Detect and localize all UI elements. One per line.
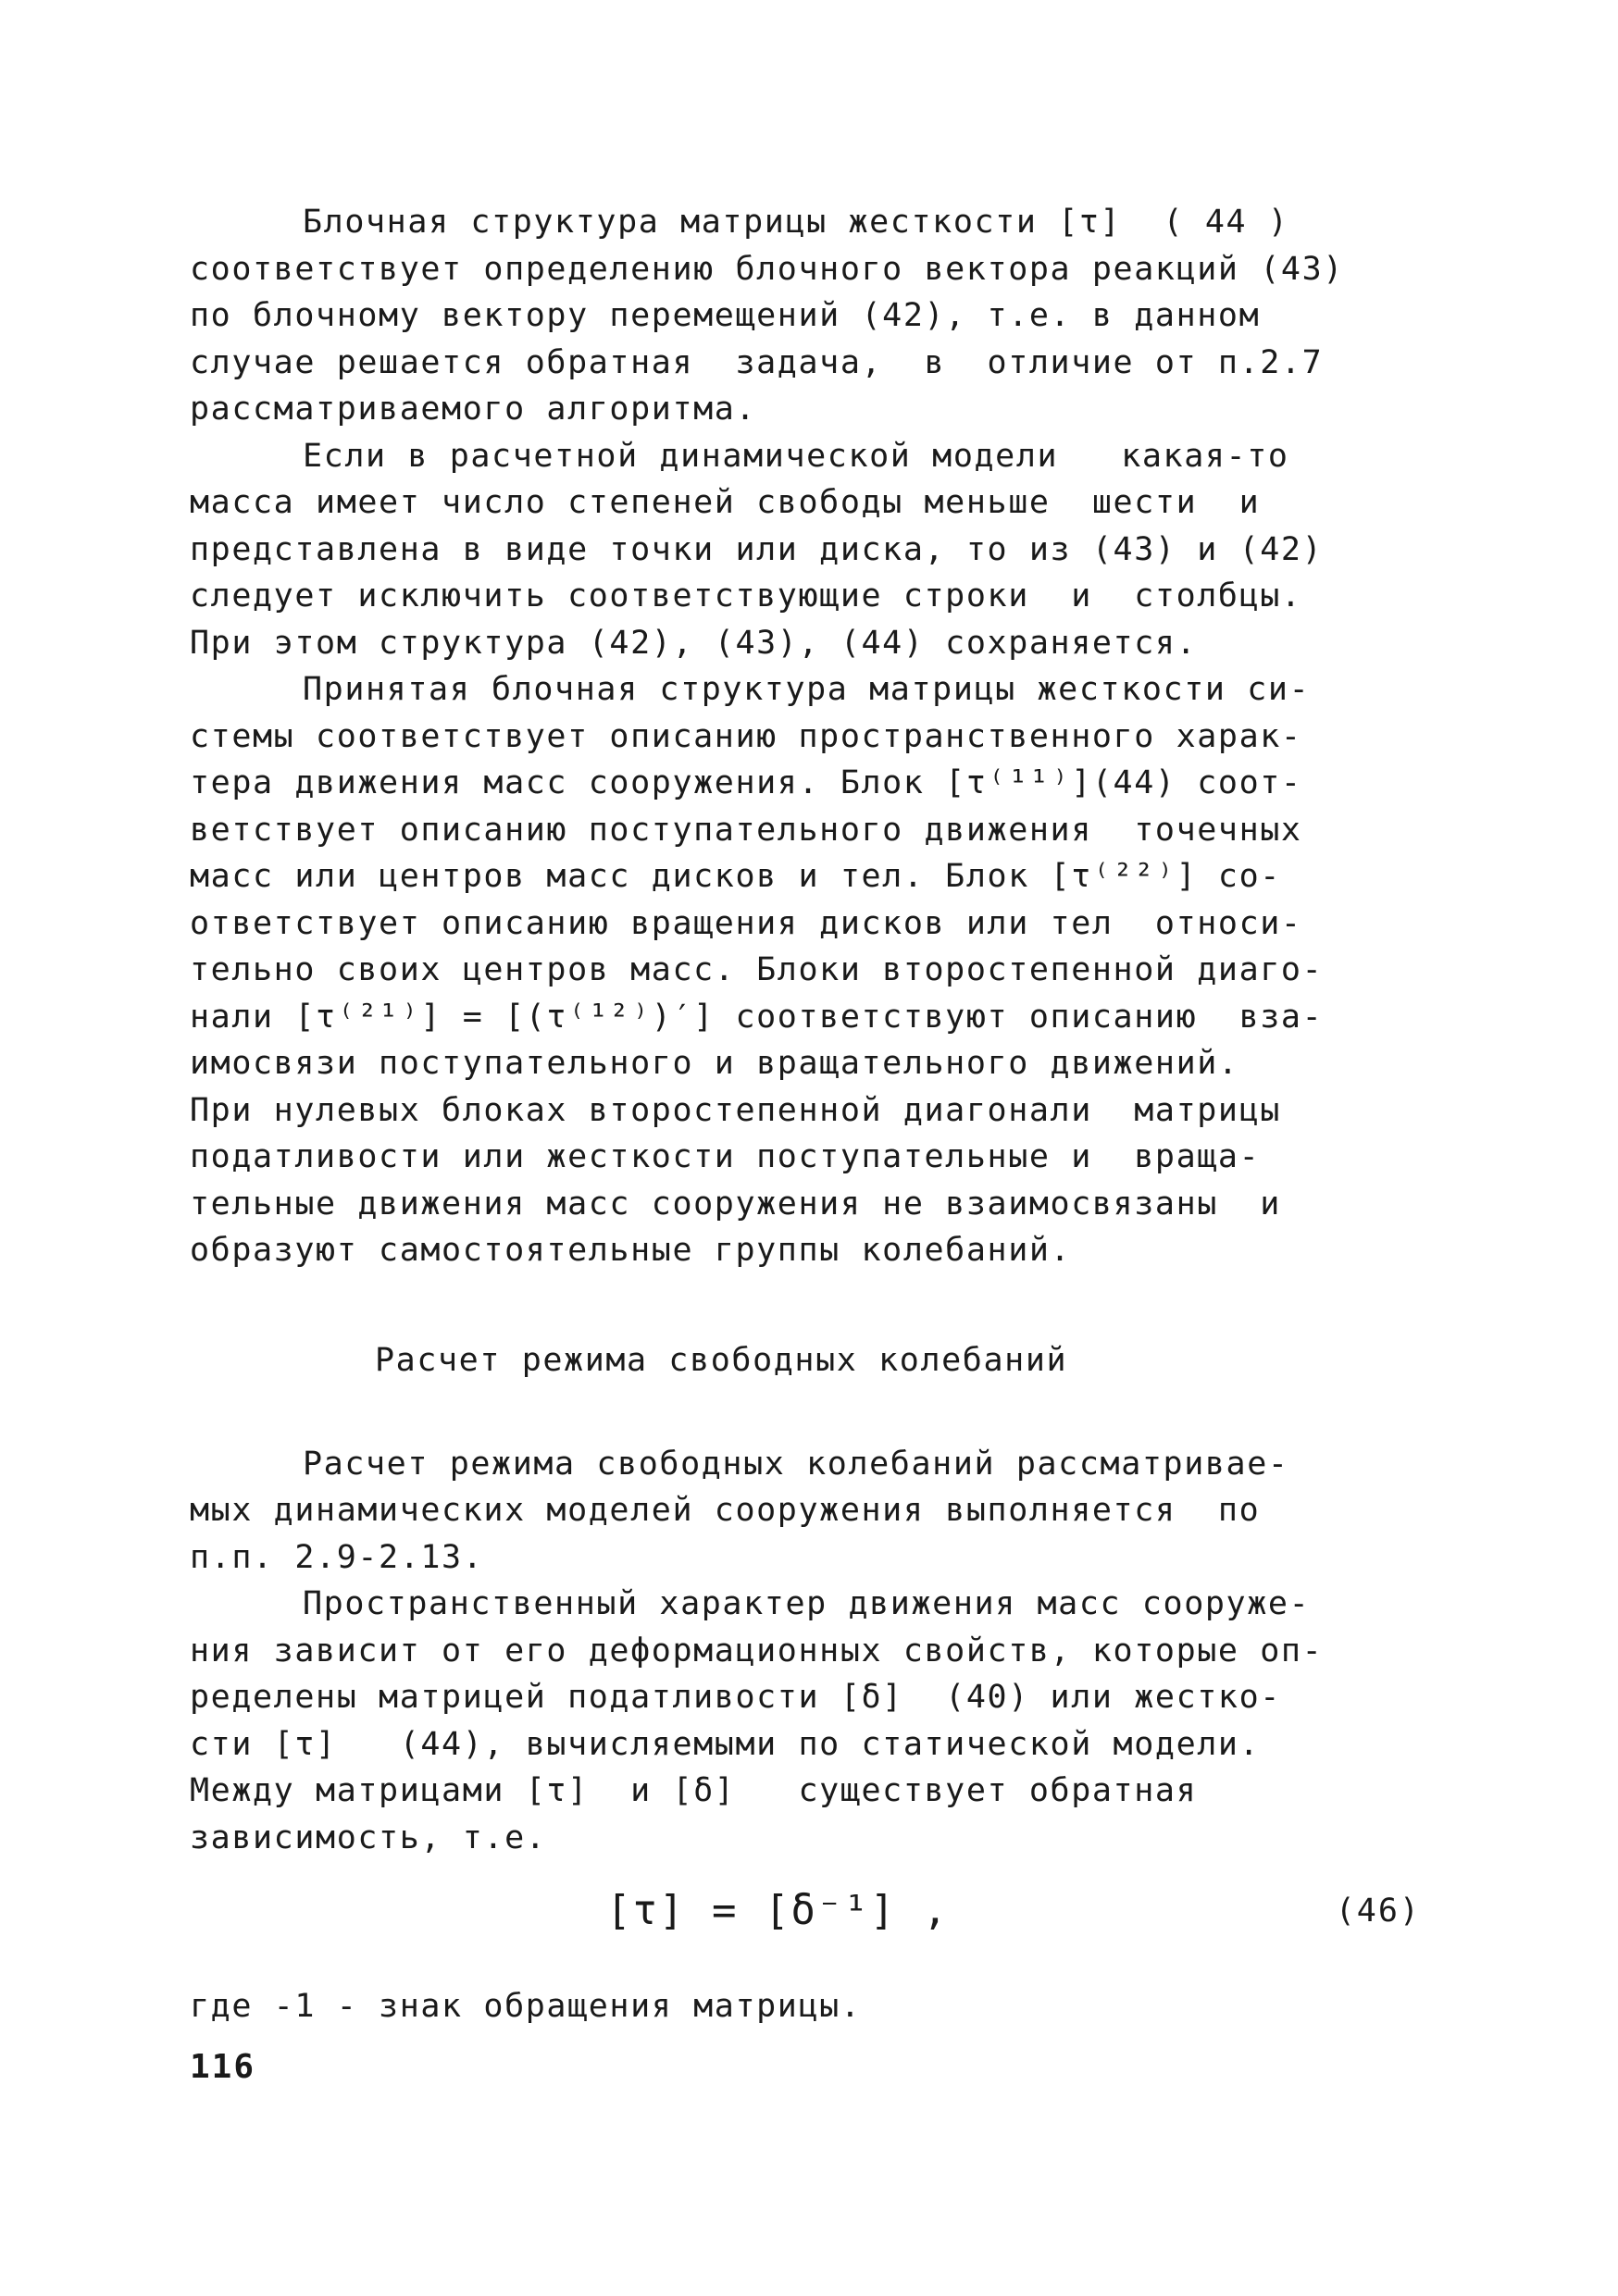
text-line: масс или центров масс дисков и тел. Блок [τ⁽²²⁾] со-	[190, 858, 1281, 895]
equation-explanation: где -1 - знак обращения матрицы.	[190, 1988, 862, 2025]
text-line: нали [τ⁽²¹⁾] = [(τ⁽¹²⁾)′] соответствуют описанию вза-	[190, 998, 1324, 1036]
text-line: рассматриваемого алгоритма.	[190, 391, 757, 428]
text-line: ределены матрицей податливости [δ] (40) или жестко-	[190, 1679, 1281, 1716]
text-line: стемы соответствует описанию пространственного харак-	[190, 717, 1302, 755]
text-line: мых динамических моделей сооружения выполняется по	[190, 1492, 1261, 1529]
text-line: масса имеет число степеней свободы меньше шести и	[190, 484, 1261, 521]
text-line: тера движения масс сооружения. Блок [τ⁽¹¹⁾](44) соот-	[190, 764, 1302, 801]
text-line: ответствует описанию вращения дисков или тел относи-	[190, 904, 1302, 942]
text-line: Между матрицами [τ] и [δ] существует обратная	[190, 1772, 1198, 1809]
text-line: ветствует описанию поступательного движения точечных	[190, 811, 1302, 849]
text-line: податливости или жесткости поступательные и враща-	[190, 1138, 1261, 1175]
text-line: Блочная структура матрицы жесткости [τ] ( 44 )	[303, 204, 1289, 241]
text-line: сти [τ] (44), вычисляемыми по статической модели.	[190, 1725, 1261, 1763]
text-line: зависимость, т.е.	[190, 1818, 547, 1856]
paragraph-degrees-of-freedom	[190, 433, 1430, 667]
paragraph-spatial-motion	[190, 1581, 1430, 1861]
text-line: следует исключить соответствующие строки и столбцы.	[190, 577, 1302, 614]
document-page	[190, 199, 1430, 2086]
text-line: Расчет режима свободных колебаний рассматривае-	[303, 1445, 1289, 1483]
text-line: тельно своих центров масс. Блоки второстепенной диаго-	[190, 951, 1324, 988]
paragraph-free-vibration-calc	[190, 1441, 1430, 1582]
text-line: соответствует определению блочного вектора реакций (43)	[190, 250, 1344, 288]
paragraph-block-structure-description	[190, 666, 1430, 1274]
text-line: случае решается обратная задача, в отличие от п.2.7	[190, 343, 1324, 381]
section-heading: Расчет режима свободных колебаний	[375, 1341, 1068, 1379]
page-number: 116	[190, 2048, 256, 2086]
text-line: образуют самостоятельные группы колебаний.	[190, 1232, 1072, 1269]
text-line: представлена в виде точки или диска, то из (43) и (42)	[190, 530, 1324, 568]
text-line: При этом структура (42), (43), (44) сохраняется.	[190, 624, 1198, 662]
paragraph-stiffness-block-structure	[190, 199, 1430, 433]
equation-row	[190, 1887, 1430, 1952]
text-line: Если в расчетной динамической модели какая-то	[303, 437, 1289, 475]
text-line: п.п. 2.9-2.13.	[190, 1538, 484, 1576]
text-line: тельные движения масс сооружения не взаимосвязаны и	[190, 1185, 1281, 1222]
text-line: Пространственный характер движения масс сооруже-	[303, 1585, 1311, 1622]
equation: [τ] = [δ⁻¹] ,	[606, 1887, 950, 1934]
text-line: При нулевых блоках второстепенной диагонали матрицы	[190, 1091, 1281, 1129]
text-line: ния зависит от его деформационных свойств, которые оп-	[190, 1632, 1324, 1669]
equation-number: (46)	[1335, 1893, 1421, 1930]
text-line: имосвязи поступательного и вращательного движений.	[190, 1045, 1239, 1082]
text-line: по блочному вектору перемещений (42), т.е. в данном	[190, 297, 1261, 334]
text-line: Принятая блочная структура матрицы жесткости си-	[303, 671, 1311, 708]
